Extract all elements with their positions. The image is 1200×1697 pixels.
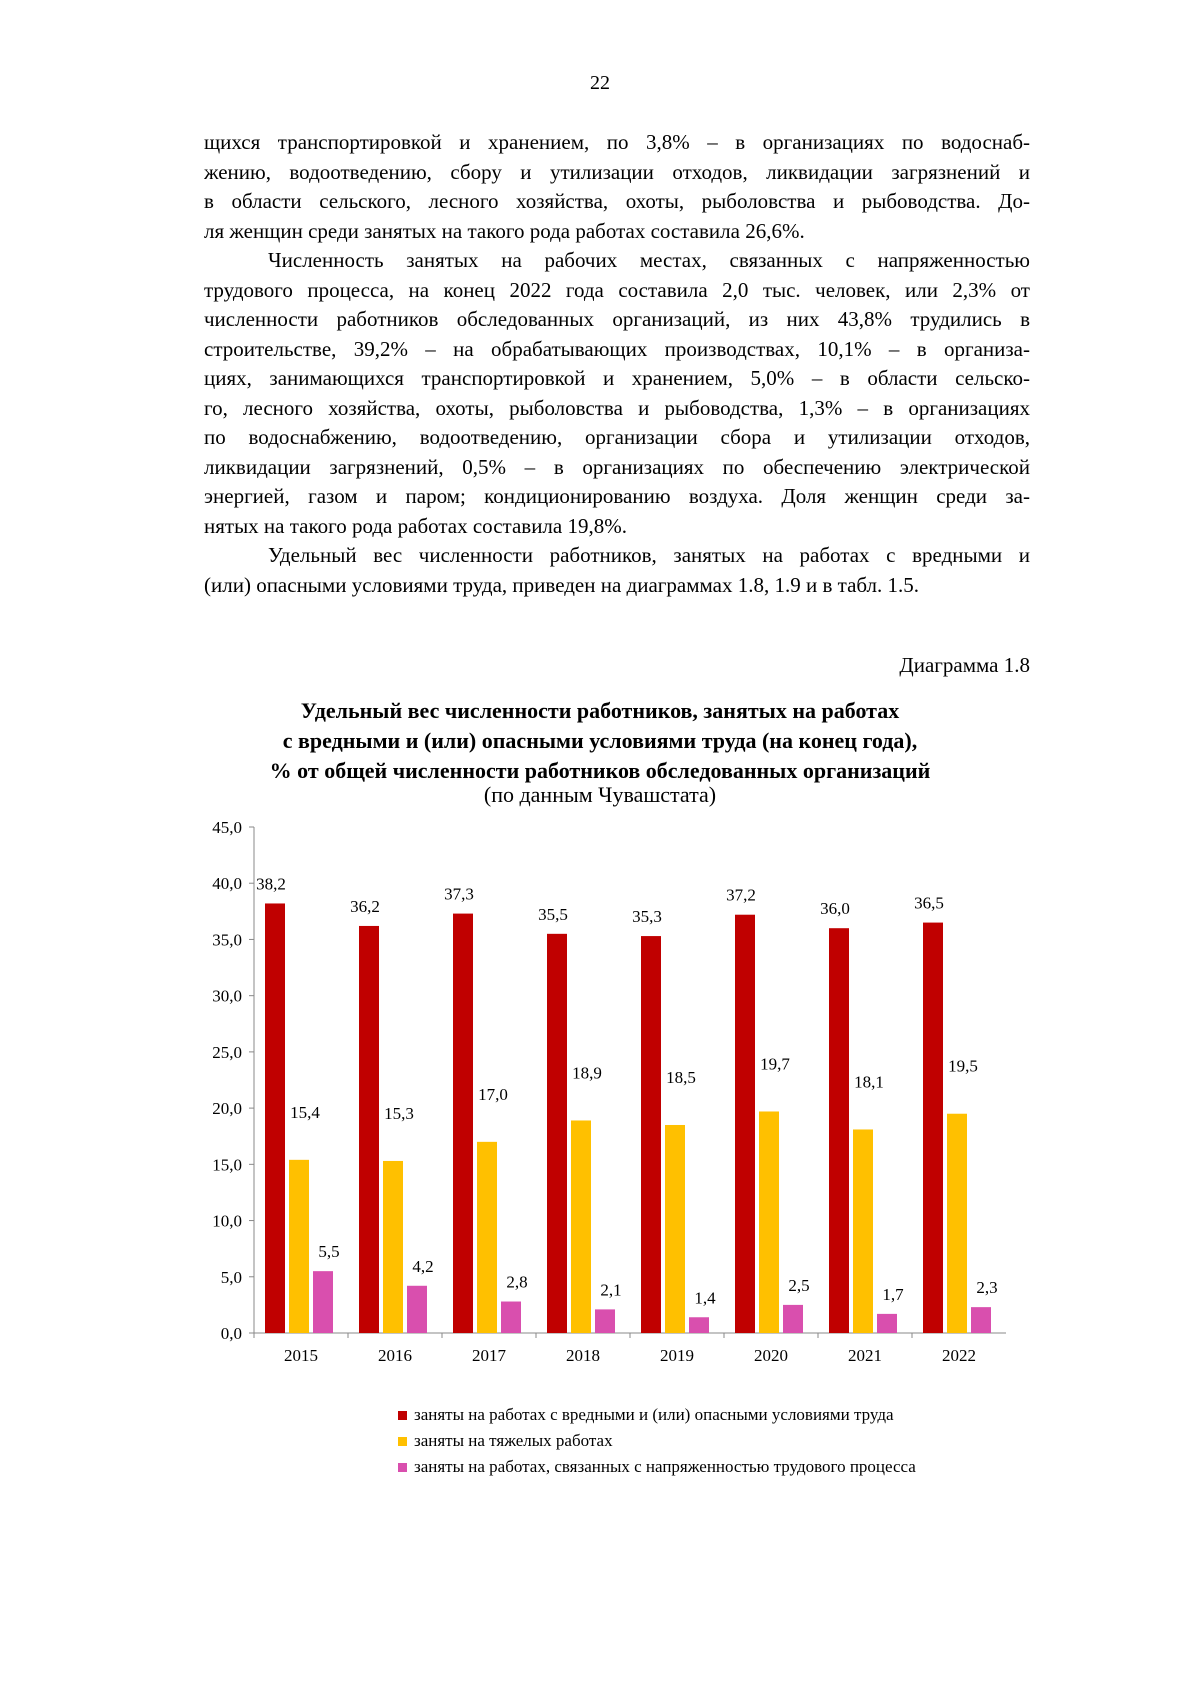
data-label: 19,7	[760, 1054, 790, 1074]
data-label: 18,1	[854, 1072, 884, 1092]
bar	[547, 934, 567, 1333]
bar	[595, 1309, 615, 1333]
y-tick-label: 10,0	[212, 1211, 242, 1231]
data-label: 35,3	[632, 907, 662, 927]
data-label: 2,5	[788, 1275, 810, 1295]
chart-title-line: % от общей численности работников обследованных организаций	[269, 758, 931, 783]
bar	[265, 903, 285, 1333]
y-tick-label: 20,0	[212, 1099, 242, 1119]
chart-title	[0, 696, 1200, 786]
y-tick-label: 30,0	[212, 986, 242, 1006]
legend-label: заняты на работах, связанных с напряженностью трудового процесса	[414, 1457, 916, 1476]
data-label: 18,5	[666, 1067, 696, 1087]
bar	[735, 915, 755, 1333]
data-label: 5,5	[318, 1242, 340, 1262]
text-line: по водоснабжению, водоотведению, организации сбора и утилизации отходов,	[204, 425, 1030, 449]
data-label: 18,9	[572, 1063, 602, 1083]
bar	[407, 1286, 427, 1333]
text-line: ликвидации загрязнений, 0,5% – в организациях по обеспечению электрической	[204, 454, 1030, 479]
diagram-label: Диаграмма 1.8	[899, 653, 1030, 677]
bar	[853, 1129, 873, 1333]
data-label: 15,3	[384, 1103, 414, 1123]
data-label: 38,2	[256, 874, 286, 894]
y-tick-label: 5,0	[220, 1267, 242, 1287]
x-tick-label: 2020	[754, 1346, 788, 1365]
bar	[689, 1317, 709, 1333]
data-label: 36,5	[914, 893, 944, 913]
bar	[829, 928, 849, 1333]
legend-swatch	[398, 1437, 407, 1446]
data-label: 37,3	[444, 884, 474, 904]
x-tick-label: 2016	[378, 1346, 412, 1365]
y-tick-label: 45,0	[212, 820, 242, 837]
bar-chart	[0, 820, 1200, 1390]
bar	[877, 1314, 897, 1333]
body-text	[204, 128, 1030, 600]
text-line: (или) опасными условиями труда, приведен на диаграммах 1.8, 1.9 и в табл. 1.5.	[204, 572, 920, 597]
y-tick-label: 40,0	[212, 874, 242, 894]
bar	[453, 914, 473, 1333]
legend-swatch	[398, 1463, 407, 1472]
data-label: 36,0	[820, 899, 850, 919]
chart-subtitle: (по данным Чувашстата)	[483, 782, 717, 807]
data-label: 4,2	[412, 1256, 434, 1276]
text-line: в области сельского, лесного хозяйства, охоты, рыболовства и рыбоводства. До-	[204, 189, 1030, 213]
text-line: строительстве, 39,2% – на обрабатывающих производствах, 10,1% – в организа-	[204, 336, 1030, 361]
bar	[359, 926, 379, 1333]
bar	[783, 1305, 803, 1333]
bar	[947, 1114, 967, 1333]
chart-title-line: с вредными и (или) опасными условиями труда (на конец года),	[282, 728, 918, 753]
y-tick-label: 35,0	[212, 930, 242, 950]
data-label: 2,8	[506, 1272, 528, 1292]
bar	[477, 1142, 497, 1333]
legend-label: заняты на работах с вредными и (или) опасными условиями труда	[414, 1405, 894, 1424]
bar	[923, 923, 943, 1333]
data-label: 35,5	[538, 904, 568, 924]
data-label: 15,4	[290, 1102, 320, 1122]
text-line: нятых на такого рода работах составила 19,8%.	[204, 513, 627, 538]
legend-item	[398, 1428, 916, 1454]
text-line: ля женщин среди занятых на такого рода работах составила 26,6%.	[204, 218, 805, 243]
x-tick-label: 2015	[284, 1346, 318, 1365]
bar	[665, 1125, 685, 1333]
text-line: щихся транспортировкой и хранением, по 3,8% – в организациях по водоснаб-	[204, 130, 1030, 154]
legend-item	[398, 1402, 916, 1428]
x-tick-label: 2018	[566, 1346, 600, 1365]
y-tick-label: 25,0	[212, 1042, 242, 1062]
data-label: 36,2	[350, 896, 380, 916]
x-tick-label: 2022	[942, 1346, 976, 1365]
text-line: циях, занимающихся транспортировкой и хранением, 5,0% – в области сельско-	[204, 366, 1030, 390]
bar	[759, 1111, 779, 1333]
text-line: Удельный вес численности работников, занятых на работах с вредными и	[268, 543, 1030, 567]
text-line: энергией, газом и паром; кондиционированию воздуха. Доля женщин среди за-	[204, 484, 1030, 508]
x-tick-label: 2021	[848, 1346, 882, 1365]
bar	[571, 1120, 591, 1333]
bar	[313, 1271, 333, 1333]
chart-title-line: Удельный вес численности работников, занятых на работах	[300, 698, 900, 723]
legend-label: заняты на тяжелых работах	[414, 1431, 613, 1450]
data-label: 2,3	[976, 1278, 998, 1298]
data-label: 37,2	[726, 885, 756, 905]
text-line: го, лесного хозяйства, охоты, рыболовства и рыбоводства, 1,3% – в организациях	[204, 395, 1030, 420]
x-tick-label: 2019	[660, 1346, 694, 1365]
data-label: 2,1	[600, 1280, 622, 1300]
bar	[289, 1160, 309, 1333]
text-line: трудового процесса, на конец 2022 года составила 2,0 тыс. человек, или 2,3% от	[204, 277, 1030, 302]
data-label: 17,0	[478, 1084, 508, 1104]
text-line: жению, водоотведению, сбору и утилизации отходов, ликвидации загрязнений и	[204, 159, 1030, 184]
chart-legend	[398, 1402, 916, 1480]
data-label: 19,5	[948, 1056, 978, 1076]
page-number: 22	[590, 72, 610, 94]
bar	[501, 1302, 521, 1333]
bar	[383, 1161, 403, 1333]
data-label: 1,4	[694, 1288, 716, 1308]
y-tick-label: 15,0	[212, 1155, 242, 1175]
x-tick-label: 2017	[472, 1346, 506, 1365]
bar	[971, 1307, 991, 1333]
bar	[641, 936, 661, 1333]
legend-swatch	[398, 1411, 407, 1420]
legend-item	[398, 1454, 916, 1480]
text-line: Численность занятых на рабочих местах, связанных с напряженностью	[268, 248, 1030, 272]
text-line: численности работников обследованных организаций, из них 43,8% трудились в	[204, 307, 1030, 331]
data-label: 1,7	[882, 1284, 904, 1304]
y-tick-label: 0,0	[220, 1324, 242, 1343]
